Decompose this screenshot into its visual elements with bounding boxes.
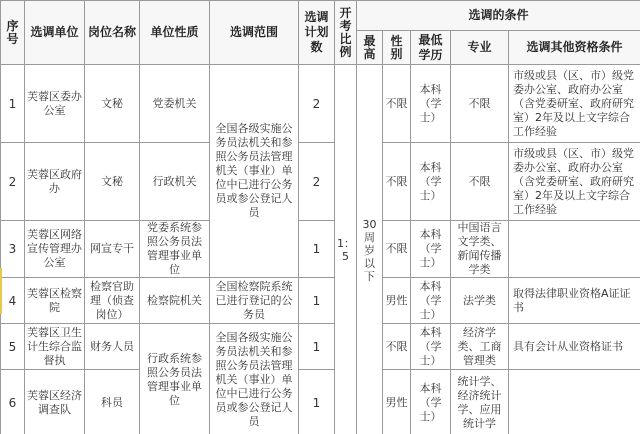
- table-row: [1, 324, 640, 370]
- row-gender: 不限: [383, 143, 411, 221]
- row-edu: 本科（学士）: [411, 278, 451, 324]
- row-nature: 党委机关: [140, 65, 210, 143]
- row-other: 具有会计从业资格证书: [509, 324, 640, 370]
- nature-cell: 行政系统参照公务员法管理事业单位: [140, 324, 210, 434]
- row-major: 不限: [451, 143, 509, 221]
- row-seq: 1: [1, 65, 25, 143]
- header-major: 专业: [451, 31, 509, 65]
- row-other: 市级或县（区、市）级党委办公室、政府办公室（含党委研室、政府研究室）2年及以上文字综合工作经验: [509, 143, 640, 221]
- row-seq: 5: [1, 324, 25, 370]
- header-ratio: 开考比例: [335, 1, 357, 65]
- row-post: 财务人员: [85, 324, 140, 370]
- row-major: 统计学、经济统计学、应用统计学: [451, 370, 509, 434]
- row-plan: 1: [299, 221, 335, 278]
- row-edu: 本科（学士）: [411, 65, 451, 143]
- table-row: [1, 278, 640, 324]
- scope-cell: 全国各级实施公务员法机关和参照公务员法管理机关（事业）单位中已进行公务员或参公登记人员: [210, 65, 299, 278]
- table-row: [1, 370, 640, 434]
- header-nature: 单位性质: [140, 1, 210, 65]
- row-edu: 本科（学士）: [411, 221, 451, 278]
- row-unit: 芙蓉区检察院: [25, 278, 85, 324]
- header-edu: 最低学历: [411, 31, 451, 65]
- header-age: 最高: [357, 31, 383, 65]
- row-post: 文秘: [85, 143, 140, 221]
- row-nature: 检察院机关: [140, 278, 210, 324]
- row-unit: 芙蓉区网络宣传管理办公室: [25, 221, 85, 278]
- ratio-cell: 1：5: [335, 65, 357, 434]
- row-major: 法学类: [451, 278, 509, 324]
- row-plan: 1: [299, 324, 335, 370]
- row-plan: 2: [299, 143, 335, 221]
- scope-cell: 全国检察院系统已进行登记的公务员: [210, 278, 299, 324]
- row-edu: 本科（学士）: [411, 370, 451, 434]
- row-seq: 6: [1, 370, 25, 434]
- header-scope: 选调范围: [210, 1, 299, 65]
- row-gender: 男性: [383, 278, 411, 324]
- row-plan: 1: [299, 278, 335, 324]
- header-plan: 选调计划数: [299, 1, 335, 65]
- row-seq: 4: [1, 278, 25, 324]
- table-row: [1, 143, 640, 221]
- row-plan: 2: [299, 65, 335, 143]
- age-cell: 30周岁以下: [357, 65, 383, 434]
- row-major: 中国语言文学类、新闻传播学类: [451, 221, 509, 278]
- row-post: 科员: [85, 370, 140, 434]
- table-row: [1, 65, 640, 143]
- row-post: 文秘: [85, 65, 140, 143]
- header-gender: 性别: [383, 31, 411, 65]
- row-edu: 本科（学士）: [411, 143, 451, 221]
- row-other: 市级或县（区、市）级党委办公室、政府办公室（含党委研室、政府研究室）2年及以上文字综合工作经验: [509, 65, 640, 143]
- row-seq: 3: [1, 221, 25, 278]
- row-nature: 党委系统参照公务员法管理事业单位: [140, 221, 210, 278]
- row-gender: 不限: [383, 65, 411, 143]
- row-major: 不限: [451, 65, 509, 143]
- header-seq: 序号: [1, 1, 25, 65]
- row-unit: 芙蓉区政府办: [25, 143, 85, 221]
- row-plan: 1: [299, 370, 335, 434]
- header-conditions: 选调的条件: [357, 1, 640, 31]
- header-post: 岗位名称: [85, 1, 140, 65]
- row-gender: 不限: [383, 221, 411, 278]
- row-unit: 芙蓉区委办公室: [25, 65, 85, 143]
- row-nature: 行政机关: [140, 143, 210, 221]
- table-row: [1, 221, 640, 278]
- row-highlight-mark: [0, 268, 2, 314]
- row-unit: 芙蓉区经济调查队: [25, 370, 85, 434]
- row-gender: 男性: [383, 370, 411, 434]
- header-unit: 选调单位: [25, 1, 85, 65]
- scope-cell: 全国各级实施公务员法机关和参照公务员法管理机关（事业）单位中已进行公务员或参公登记人员: [210, 324, 299, 434]
- header-other: 选调其他资格条件: [509, 31, 640, 65]
- row-other: [509, 370, 640, 434]
- row-other: [509, 221, 640, 278]
- row-post: 检察官助理（侦查岗位）: [85, 278, 140, 324]
- row-gender: 不限: [383, 324, 411, 370]
- row-seq: 2: [1, 143, 25, 221]
- row-post: 网宣专干: [85, 221, 140, 278]
- row-other: 取得法律职业资格A证证书: [509, 278, 640, 324]
- row-major: 经济学类、工商管理类: [451, 324, 509, 370]
- row-unit: 芙蓉区卫生计生综合监督执: [25, 324, 85, 370]
- row-edu: 本科（学士）: [411, 324, 451, 370]
